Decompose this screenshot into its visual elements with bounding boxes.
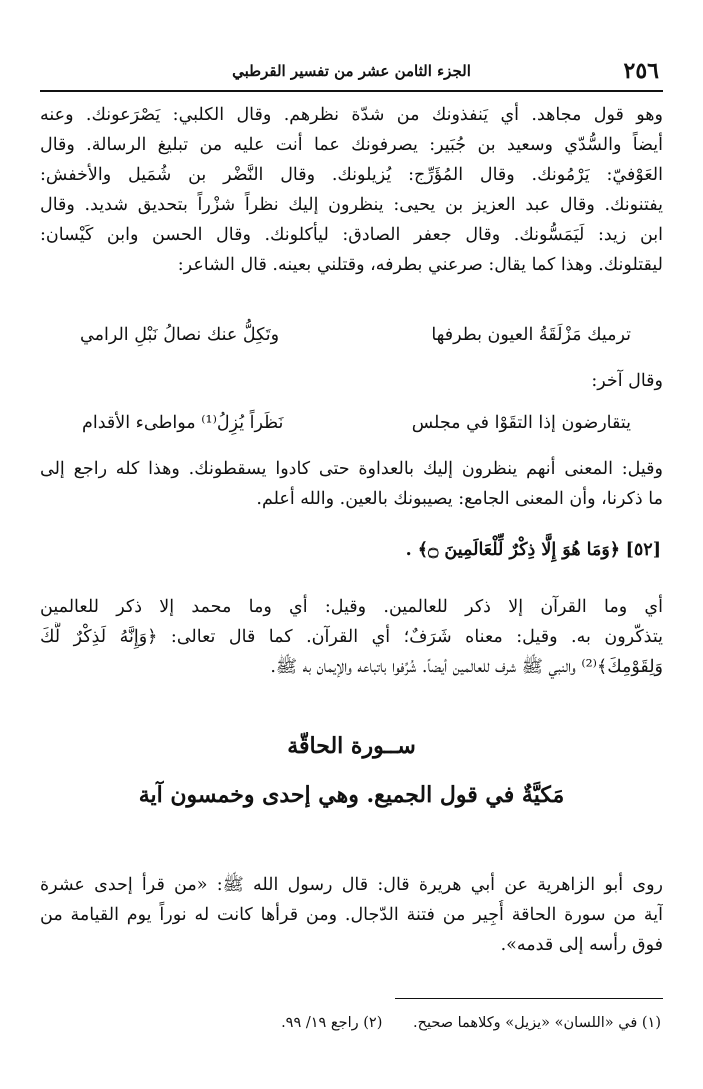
page-header (40, 56, 663, 92)
surah-subtitle: مَكيَّةٌ في قول الجميع. وهي إحدى وخمسون آية (138, 782, 565, 808)
paragraph-2 (40, 454, 663, 514)
another-poet-line (40, 366, 663, 396)
text-line: روى أبو الزاهرية عن أبي هريرة قال: قال رسول الله ﷺ: «من قرأ إحدى عشرة (40, 875, 663, 895)
verse-number: [٥٢] (625, 540, 661, 560)
text-line: ما ذكرنا، وأن المعنى الجامع: يصيبونك بالعين. والله أعلم. (256, 489, 663, 509)
paragraph-3 (40, 592, 663, 682)
text-line: يفتنونك. وقال عبد العزيز بن يحيى: ينظرون إليك نظراً شزْراً بتحديق شديد. وقال (40, 195, 663, 215)
text-line: وقيل: المعنى أنهم ينظرون إليك بالعداوة حتى كادوا يسقطونك. وهذا كله راجع إلى (40, 459, 663, 479)
poem-1-second-hemistich: وتَكِلُّ عنك نصالُ نَبْلِ الرامي (80, 325, 280, 345)
text-line: فوق رأسه إلى قدمه». (500, 935, 663, 955)
text-line: أيضاً والسُّدّي وسعيد بن جُبَير: يصرفونك عما أنت عليه من تبليغ الرسالة. وقال (40, 135, 663, 155)
text-line: وقال آخر: (591, 371, 663, 391)
text-line: يتذكّرون به. وقيل: معناه شَرَفٌ؛ أي القرآن. كما قال تعالى: ﴿وَإِنَّهُ لَذِكْرٌ لَّكَ (40, 627, 663, 647)
footnote-1: (١) في «اللسان» «يزيل» وكلاهما صحيح. (413, 1015, 661, 1031)
text-line: ابن زيد: لَيَمَسُّونك. وقال جعفر الصادق: ليأكلونك. وقال الحسن وابن كَيْسان: (40, 225, 663, 245)
text-line: آية من سورة الحاقة أُجِير من فتنة الدّجال. ومن قرأها كانت له نوراً يوم القيامة من (40, 905, 663, 925)
text-line: وَلِقَوْمِكَ﴾⁽²⁾ والنبي ﷺ شرف للعالمين أيضاً. شُرِّفوا باتباعه والإيمان به ﷺ. (270, 657, 663, 677)
footnote-2: (٢) راجع ١٩/ ٩٩. (281, 1015, 383, 1031)
poem-1-first-hemistich: ترميك مَزْلَقَةُ العيون بطرفها (431, 325, 631, 345)
running-title: الجزء الثامن عشر من تفسير القرطبي (232, 62, 471, 80)
text-line: وهو قول مجاهد. أي يَنفذونك من شدّة نظرهم. وقال الكلبي: يَصْرَعونك. وعنه (40, 105, 663, 125)
poem-2-first-hemistich: يتقارضون إذا التقَوْا في مجلس (411, 413, 631, 433)
text-line: ليقتلونك. وهذا كما يقال: صرعني بطرفه، وقتلني بعينه. قال الشاعر: (177, 255, 663, 275)
footnote-divider (395, 998, 663, 999)
poem-2-second-hemistich: نَظَراً يُزِلُ⁽¹⁾ مواطىء الأقدام (82, 413, 284, 433)
verse-text: ﴿وَمَا هُوَ إِلَّا ذِكْرٌ لِّلْعَالَمِينَ ۝﴾ . (405, 540, 621, 560)
page-number: ٢٥٦ (623, 58, 659, 84)
footnotes (255, 1015, 661, 1031)
text-line: أي وما القرآن إلا ذكر للعالمين. وقيل: أي وما محمد إلا ذكر للعالمين (40, 597, 663, 617)
paragraph-1 (40, 100, 663, 280)
surah-title: ســورة الحاقّة (287, 733, 416, 759)
verse-52 (406, 540, 661, 560)
text-line: العَوْفيّ: يَرْمُونك. وقال المُؤَرِّج: يُزيلونك. وقال النَّضْر بن شُمَيل والأخفش: (40, 165, 663, 185)
paragraph-4 (40, 870, 663, 960)
